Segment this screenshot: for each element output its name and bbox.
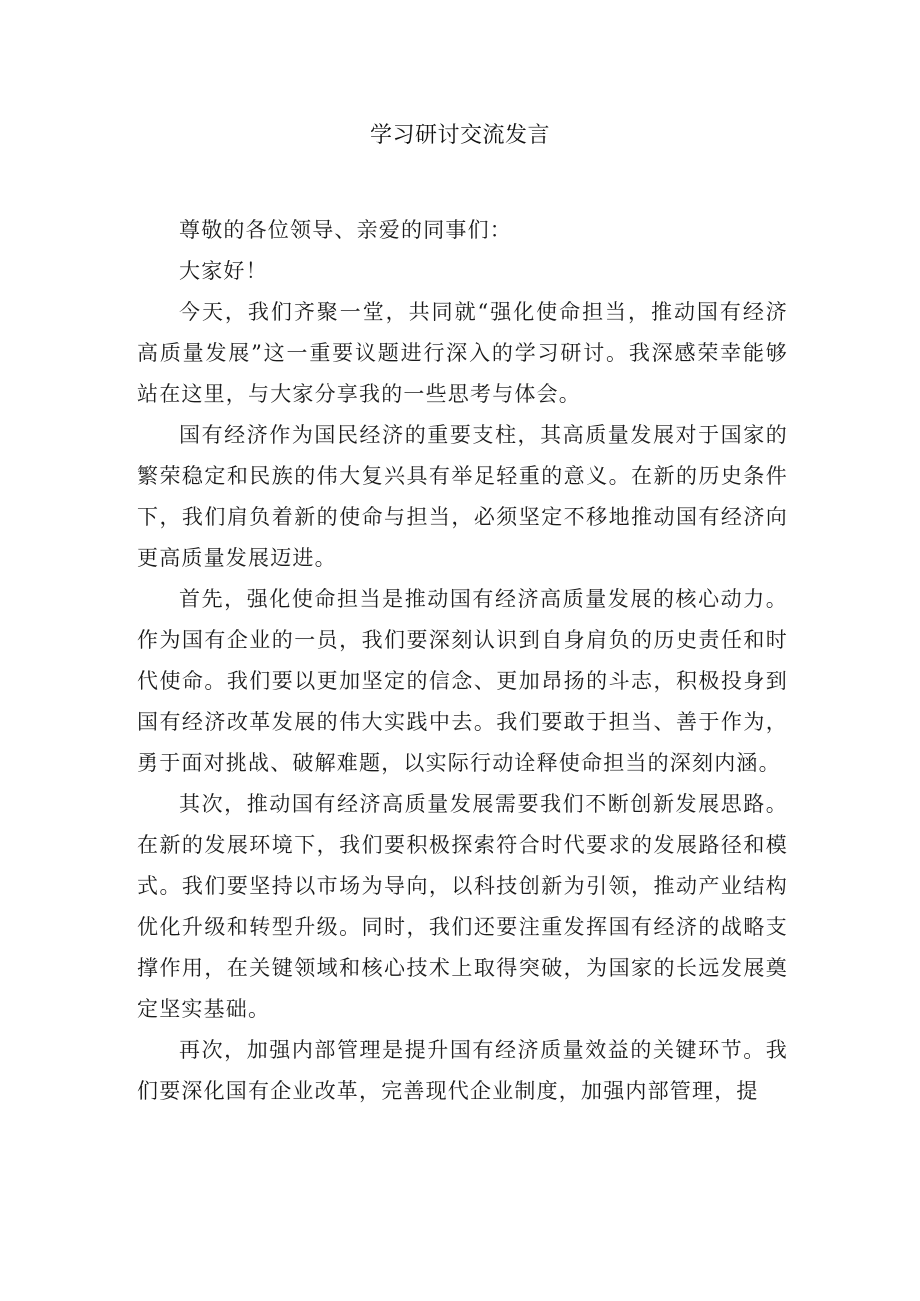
document-body <box>137 210 788 1112</box>
paragraph-third-point: 再次，加强内部管理是提升国有经济质量效益的关键环节。我们要深化国有企业改革，完善现代企业制度，加强内部管理，提 <box>137 1038 788 1103</box>
salutation: 尊敬的各位领导、亲爱的同事们： <box>179 218 512 242</box>
paragraph-first-point: 首先，强化使命担当是推动国有经济高质量发展的核心动力。作为国有企业的一员，我们要深刻认识到自身肩负的历史责任和时代使命。我们要以更加坚定的信念、更加昂扬的斗志，积极投身到国有经济改革发展的伟大实践中去。我们要敢于担当、善于作为，勇于面对挑战、破解难题，以实际行动诠释使命担当的深刻内涵。 <box>137 587 788 775</box>
paragraph-background: 国有经济作为国民经济的重要支柱，其高质量发展对于国家的繁荣稳定和民族的伟大复兴具有举足轻重的意义。在新的历史条件下，我们肩负着新的使命与担当，必须坚定不移地推动国有经济向更高质量发展迈进。 <box>137 423 788 570</box>
greeting: 大家好！ <box>179 259 268 283</box>
paragraph-intro: 今天，我们齐聚一堂，共同就“强化使命担当，推动国有经济高质量发展”这一重要议题进行深入的学习研讨。我深感荣幸能够站在这里，与大家分享我的一些思考与体会。 <box>137 300 788 406</box>
paragraph-second-point: 其次，推动国有经济高质量发展需要我们不断创新发展思路。在新的发展环境下，我们要积极探索符合时代要求的发展路径和模式。我们要坚持以市场为导向，以科技创新为引领，推动产业结构优化升级和转型升级。同时，我们还要注重发挥国有经济的战略支撑作用，在关键领域和核心技术上取得突破，为国家的长远发展奠定坚实基础。 <box>137 792 788 1021</box>
document-title: 学习研讨交流发言 <box>369 123 550 148</box>
